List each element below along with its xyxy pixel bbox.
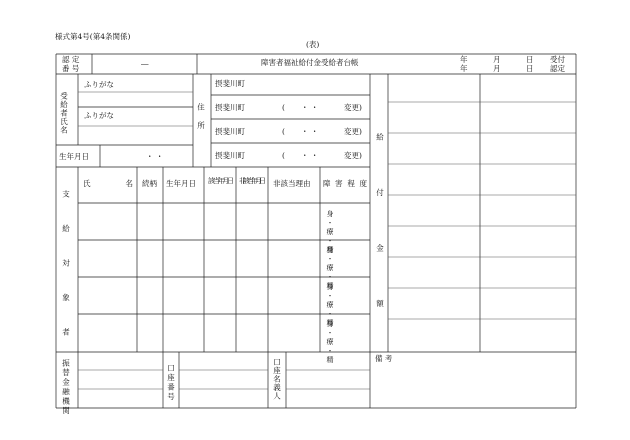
bank-label: 振替金融機関 xyxy=(61,359,71,416)
address-change-1-dots: ・ ・ xyxy=(301,103,319,112)
birthdate-dots: ・ ・ xyxy=(146,152,164,161)
received-label: 受付 xyxy=(550,55,565,64)
cert-label-line2: 番 号 xyxy=(62,64,80,73)
address-change-1-paren: ( xyxy=(282,103,285,112)
address-change-3-dots: ・ ・ xyxy=(301,151,319,160)
form-number: 様式第4号(第4条関係) xyxy=(55,32,131,41)
birthdate-label: 生年月日 xyxy=(59,152,89,161)
degree-options-row-2: 身・療・精 xyxy=(326,246,334,291)
eligible-persons-label: 支給対象者 xyxy=(61,190,71,363)
furigana-label-1: ふりがな xyxy=(84,80,114,89)
address-change-3: 摂斐川町 xyxy=(215,151,245,160)
header-reason: 非該当理由 xyxy=(273,179,311,188)
header-birth: 生年月日 xyxy=(166,179,196,188)
address-change-1-label: 変更) xyxy=(344,103,362,112)
address-change-3-label: 変更) xyxy=(344,151,362,160)
address-change-2-dots: ・ ・ xyxy=(301,127,319,136)
header-degree: 障害程度 xyxy=(323,179,367,188)
furigana-label-2: ふりがな xyxy=(84,111,114,120)
certified-label: 認定 xyxy=(550,64,565,73)
received-month: 月 xyxy=(493,55,501,64)
address-change-3-paren: ( xyxy=(282,151,285,160)
degree-options-row-4: 身・療・精 xyxy=(326,320,334,365)
cert-number-value: ― xyxy=(141,59,149,68)
degree-options-row-1: 身・療・精 xyxy=(326,210,334,255)
address-label: 住所 xyxy=(196,103,206,140)
recipient-name-label: 受給者氏名 xyxy=(59,92,69,135)
received-year: 年 xyxy=(460,55,468,64)
form-title: 障害者福祉給付金受給者台帳 xyxy=(261,58,359,67)
certified-year: 年 xyxy=(460,64,468,73)
degree-options-row-3: 身・療・精 xyxy=(326,283,334,328)
account-number-label: 口座番号 xyxy=(166,364,176,402)
header-not-applicable: 非該当年月日 xyxy=(239,177,266,185)
remarks-label: 備 考 xyxy=(375,354,393,363)
received-day: 日 xyxy=(526,55,534,64)
header-name: 氏 名 xyxy=(83,179,133,188)
side-label: (表) xyxy=(306,40,320,49)
certified-day: 日 xyxy=(526,64,534,73)
address-change-2-label: 変更) xyxy=(344,127,362,136)
address-change-2-paren: ( xyxy=(282,127,285,136)
header-relation: 続柄 xyxy=(142,179,157,188)
account-holder-label: 口座名義人 xyxy=(272,358,282,401)
address-change-2: 摂斐川町 xyxy=(215,127,245,136)
address-current: 摂斐川町 xyxy=(215,79,245,88)
header-applicable: 該当年月日 xyxy=(208,177,234,185)
cert-label-line1: 認 定 xyxy=(62,55,80,64)
certified-month: 月 xyxy=(493,64,501,73)
benefit-amount-label: 給付金額 xyxy=(375,133,385,355)
address-change-1: 摂斐川町 xyxy=(215,103,245,112)
